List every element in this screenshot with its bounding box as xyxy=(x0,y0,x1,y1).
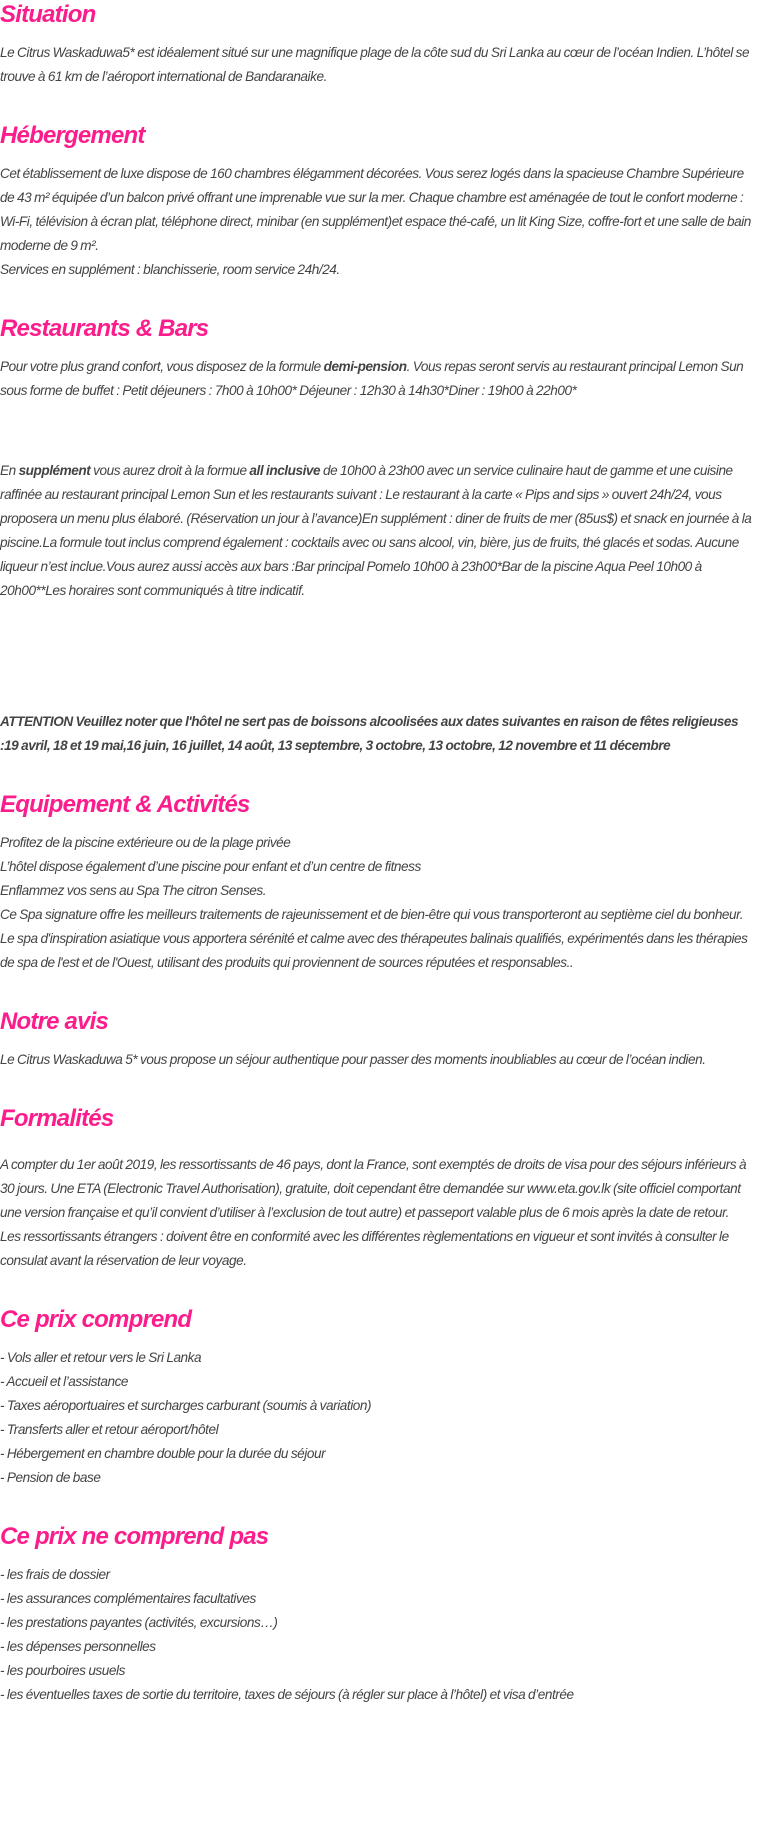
list-item: - Accueil et l’assistance xyxy=(0,1374,129,1389)
avis-text: Le Citrus Waskaduwa 5* vous propose un séjour authentique pour passer des moments inoubliables au cœur de l’océan indien. xyxy=(0,1052,706,1067)
formalites-visa: A compter du 1er août 2019, les ressortissants de 46 pays, dont la France, sont exemptés de droits de visa pour des séjours inférieurs à 30 jours. Une ETA (Electronic Travel Authorisation), gratuite, doit cependant être demandée sur www.eta.gov.lk (site officiel comportant une version française et qu’il convient d’utiliser à l’exclusion de tout autre) et passeport valable plus de 6 mois après la date de retour. xyxy=(0,1157,747,1220)
list-item: - les prestations payantes (activités, excursions…) xyxy=(0,1615,278,1630)
hebergement-description: Cet établissement de luxe dispose de 160 chambres élégamment décorées. Vous serez logés dans la spacieuse Chambre Supérieure de 43 m² équipée d’un balcon privé offrant une imprenable vue sur la mer. Chaque chambre est aménagée de tout le confort moderne : Wi-Fi, télévision à écran plat, téléphone direct, minibar (en supplément)et espace thé-café, un lit King Size, coffre-fort et une salle de bain moderne de 9 m². xyxy=(0,166,751,253)
list-item: - Transferts aller et retour aéroport/hôtel xyxy=(0,1422,219,1437)
list-item: - les éventuelles taxes de sortie du territoire, taxes de séjours (à régler sur place à l’hôtel) et visa d’entrée xyxy=(0,1687,574,1702)
equipement-line: Le spa d'inspiration asiatique vous apportera sérénité et calme avec des thérapeutes balinais qualifiés, expérimentés dans les thérapies de spa de l'est et de l'Ouest, utilisant des produits qui proviennent de sources réputées et responsables.. xyxy=(0,931,748,970)
text-segment: vous aurez droit à la formue xyxy=(90,463,250,478)
text-segment: de 10h00 à 23h00 avec un service culinaire haut de gamme et une cuisine raffinée au restaurant principal Lemon Sun et les restaurants suivant : Le restaurant à la carte « Pips and sips » ouvert 24h/24, vous proposera un menu plus élaboré. (Réservation un jour à l’avance)En supplément : diner de fruits de mer (85us$) et snack en journée à la piscine.La formule tout inclus comprend également : cocktails avec ou sans alcool, vin, bière, jus de fruits, thé glacés et sodas. Aucune liqueur n’est inclue.Vous aurez aussi accès aux bars :Bar principal Pomelo 10h00 à 23h00*Bar de la piscine Aqua Peel 10h00 à 20h00**Les horaires sont communiqués à titre indicatif. xyxy=(0,463,752,598)
text-segment: Pour votre plus grand confort, vous disposez de la formule xyxy=(0,359,324,374)
heading-situation: Situation xyxy=(0,1,96,28)
attention-notice: ATTENTION Veuillez noter que l'hôtel ne sert pas de boissons alcoolisées aux dates suivantes en raison de fêtes religieuses :19 avril, 18 et 19 mai,16 juin, 16 juillet, 14 août, 13 septembre, 3 octobre, 13 octobre, 12 novembre et 11 décembre xyxy=(0,714,739,753)
bold-supplement: supplément xyxy=(18,463,91,478)
list-item: - les dépenses personnelles xyxy=(0,1639,156,1654)
heading-prix-ne-comprend-pas: Ce prix ne comprend pas xyxy=(0,1523,269,1550)
text-segment: En xyxy=(0,463,19,478)
list-item: - les frais de dossier xyxy=(0,1567,110,1582)
heading-prix-comprend: Ce prix comprend xyxy=(0,1306,192,1333)
bold-all-inclusive: all inclusive xyxy=(249,463,321,478)
list-item: - Vols aller et retour vers le Sri Lanka xyxy=(0,1350,202,1365)
heading-formalites: Formalités xyxy=(0,1105,114,1132)
hebergement-text xyxy=(0,162,758,282)
text-segment: . Vous repas seront servis au restaurant principal Lemon Sun sous forme de buffet : Petit déjeuners : 7h00 à 10h00* Déjeuner : 12h30 à 14h30*Diner : 19h00 à 22h00* xyxy=(0,359,744,398)
restaurants-all-inclusive xyxy=(0,459,758,603)
heading-hebergement: Hébergement xyxy=(0,122,145,149)
list-item: - les pourboires usuels xyxy=(0,1663,125,1678)
hebergement-services: Services en supplément : blanchisserie, room service 24h/24. xyxy=(0,262,340,277)
formalites-foreigners: Les ressortissants étrangers : doivent être en conformité avec les différentes règlementations en vigueur et sont invités à consulter le consulat avant la réservation de leur voyage. xyxy=(0,1229,729,1268)
formalites-text xyxy=(0,1153,758,1273)
prix-comprend-list xyxy=(0,1346,758,1490)
heading-equipement: Equipement & Activités xyxy=(0,791,250,818)
equipement-line: L’hôtel dispose également d’une piscine pour enfant et d’un centre de fitness xyxy=(0,859,421,874)
equipement-line: Enflammez vos sens au Spa The citron Senses. xyxy=(0,883,267,898)
heading-restaurants: Restaurants & Bars xyxy=(0,315,209,342)
list-item: - Hébergement en chambre double pour la durée du séjour xyxy=(0,1446,326,1461)
equipement-text xyxy=(0,831,758,975)
equipement-line: Profitez de la piscine extérieure ou de la plage privée xyxy=(0,835,291,850)
equipement-line: Ce Spa signature offre les meilleurs traitements de rajeunissement et de bien-être qui vous transporteront au septième ciel du bonheur. xyxy=(0,907,744,922)
restaurants-demi-pension xyxy=(0,355,758,403)
list-item: - les assurances complémentaires facultatives xyxy=(0,1591,256,1606)
situation-text: Le Citrus Waskaduwa5* est idéalement situé sur une magnifique plage de la côte sud du Sri Lanka au cœur de l’océan Indien. L’hôtel se trouve à 61 km de l’aéroport international de Bandaranaike. xyxy=(0,45,750,84)
bold-demi-pension: demi-pension xyxy=(323,359,407,374)
list-item: - Taxes aéroportuaires et surcharges carburant (soumis à variation) xyxy=(0,1398,372,1413)
list-item: - Pension de base xyxy=(0,1470,101,1485)
heading-notre-avis: Notre avis xyxy=(0,1008,109,1035)
prix-ne-comprend-list xyxy=(0,1563,758,1707)
